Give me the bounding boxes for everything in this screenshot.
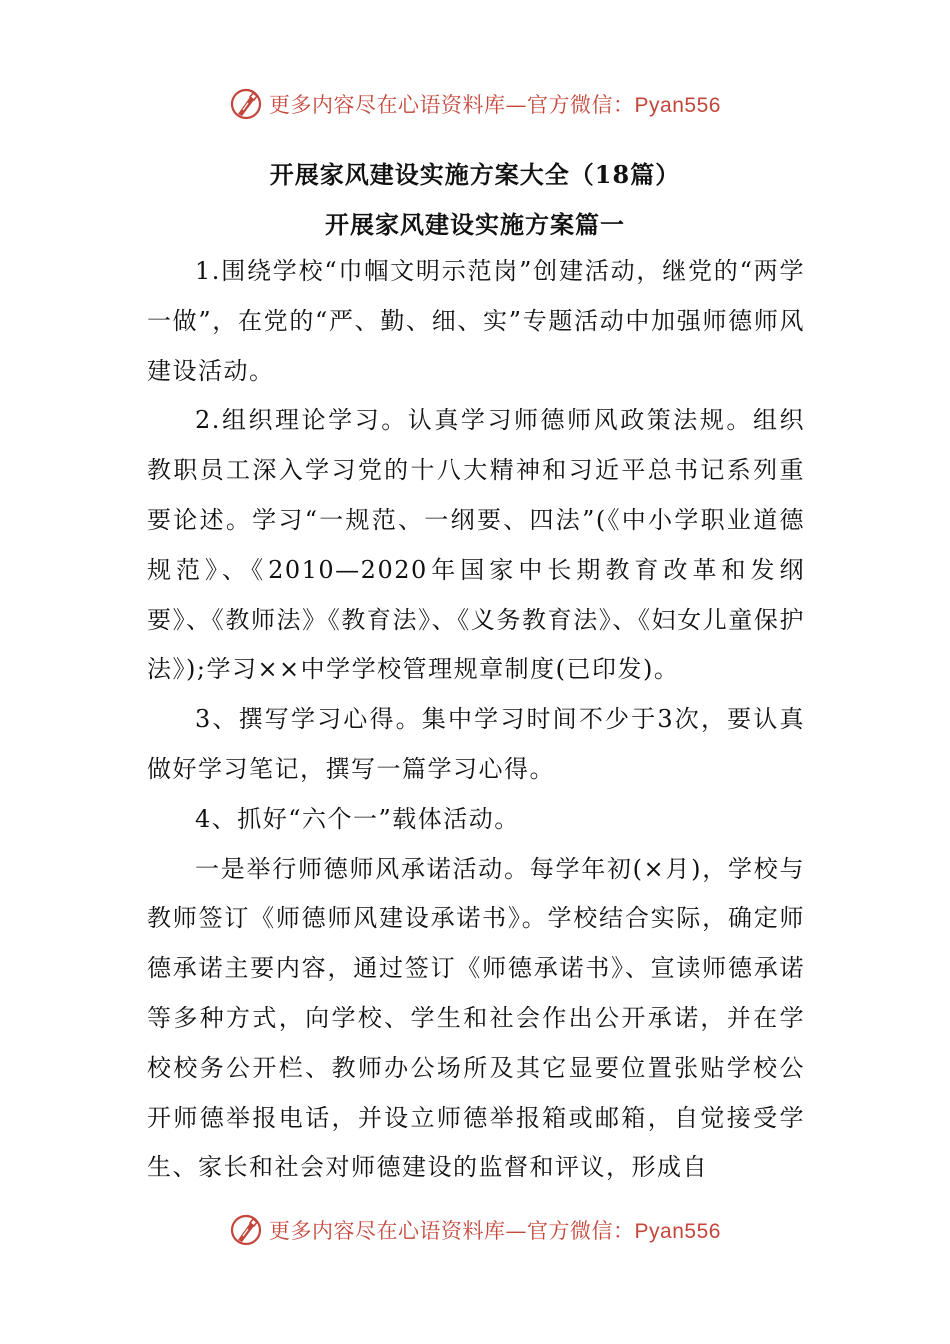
footer-watermark [0, 1210, 950, 1250]
paragraph-4: 4、抓好“六个一”载体活动。 [195, 804, 520, 833]
paragraph-3: 3、撰写学习心得。集中学习时间不少于3次，要认真做好学习笔记，撰写一篇学习心得。 [147, 705, 805, 783]
watermark-text [269, 89, 721, 119]
paragraph-5: 一是举行师德师风承诺活动。每学年初(×月)，学校与教师签订《师德师风建设承诺书》。学校结合实际，确定师德承诺主要内容，通过签订《师德承诺书》、宣读师德承诺等多种方式，向学校、学生和社会作出公开承诺，并在学校校务公开栏、教师办公场所及其它显要位置张贴学校公开师德举报电话，并设立师德举报箱或邮箱，自觉接受学生、家长和社会对师德建设的监督和评议，形成自 [147, 854, 805, 1182]
pen-nib-icon [229, 87, 263, 121]
watermark-wechat-id: Pyan556 [634, 1220, 721, 1243]
document-title: 开展家风建设实施方案大全（18篇） [269, 160, 681, 189]
header-watermark [0, 84, 950, 124]
watermark-wechat-id: Pyan556 [634, 94, 721, 117]
document-body [147, 247, 805, 1193]
paragraph-1: 1.围绕学校“巾帼文明示范岗”创建活动，继党的“两学一做”，在党的“严、勤、细、实”专题活动中加强师德师风建设活动。 [147, 257, 805, 385]
document-subtitle: 开展家风建设实施方案篇一 [325, 210, 625, 239]
watermark-text [269, 1215, 721, 1245]
pen-nib-icon [229, 1213, 263, 1247]
paragraph-2: 2.组织理论学习。认真学习师德师风政策法规。组织教职员工深入学习党的十八大精神和习近平总书记系列重要论述。学习“一规范、一纲要、四法”(《中小学职业道德规范》、《2010—2020年国家中长期教育改革和发纲要》、《教师法》《教育法》、《义务教育法》、《妇女儿童保护法》);学习××中学学校管理规章制度(已印发)。 [147, 406, 805, 684]
watermark-site-text: 更多内容尽在心语资料库—官方微信： [269, 93, 635, 117]
watermark-site-text: 更多内容尽在心语资料库—官方微信： [269, 1219, 635, 1243]
